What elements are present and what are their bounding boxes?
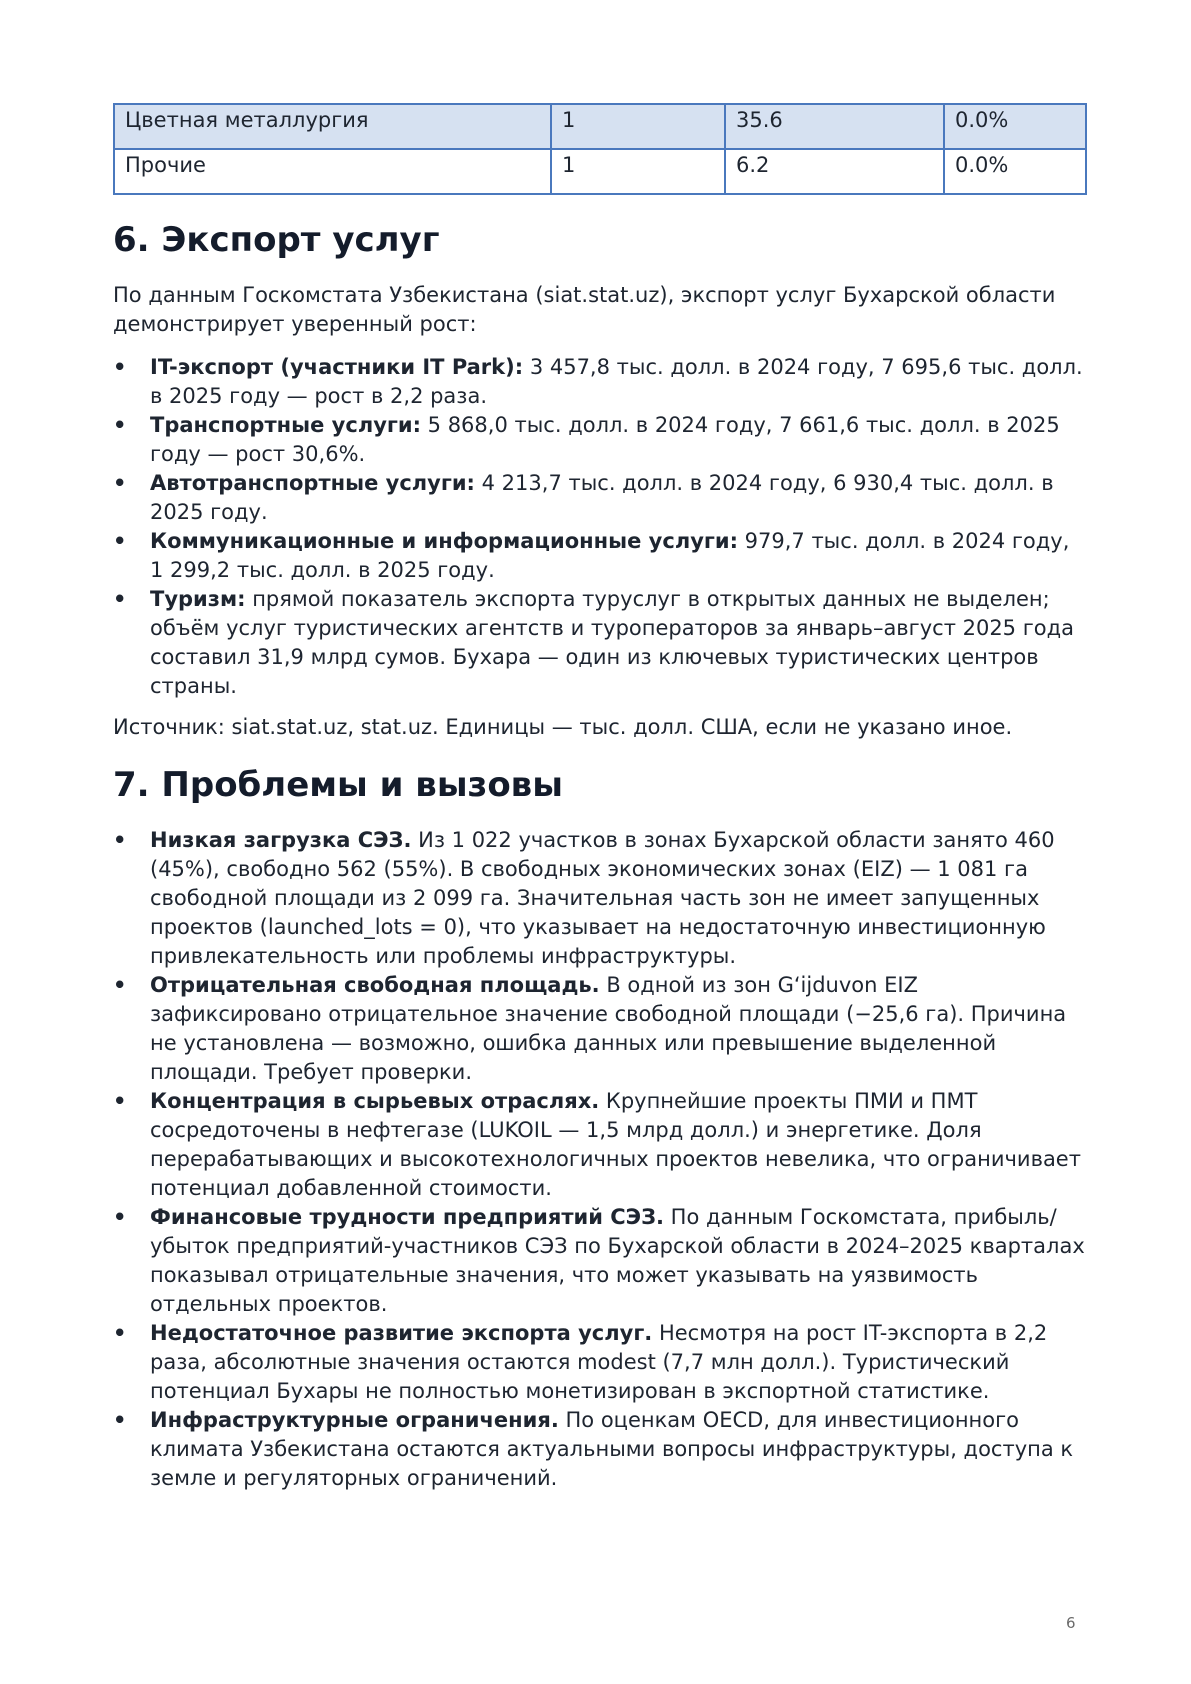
item-text: 5 868,0 тыс. долл. в 2024 году, 7 661,6 тыс. долл. в 2025 году — рост 30,6%.	[150, 413, 1060, 466]
bullet-icon: •	[113, 1408, 127, 1432]
bullet-icon: •	[113, 1321, 127, 1345]
item-title: Низкая загрузка СЭЗ.	[150, 828, 412, 852]
section-7-list	[113, 826, 1085, 1493]
table-cell: 0.0%	[944, 104, 1086, 149]
item-title: Инфраструктурные ограничения.	[150, 1408, 559, 1432]
table-cell: 1	[551, 149, 725, 194]
table-cell: Цветная металлургия	[114, 104, 551, 149]
list-item	[113, 1087, 1085, 1203]
item-text: По оценкам OECD, для инвестиционного климата Узбекистана остаются актуальными вопросы инфраструктуры, доступа к земле и регуляторных ограничений.	[150, 1408, 1074, 1490]
item-title: Туризм:	[150, 587, 246, 611]
list-item	[113, 826, 1085, 971]
bullet-icon: •	[113, 413, 127, 437]
item-text: Из 1 022 участков в зонах Бухарской области занято 460 (45%), свободно 562 (55%). В свободных экономических зонах (EIZ) — 1 081 га свободной площади из 2 099 га. Значительная часть зон не имеет запущенных проектов (launched_lots = 0), что указывает на недостаточную инвестиционную привлекательность или проблемы инфраструктуры.	[150, 828, 1055, 968]
bullet-icon: •	[113, 355, 127, 379]
item-title: Финансовые трудности предприятий СЭЗ.	[150, 1205, 664, 1229]
item-title: Недостаточное развитие экспорта услуг.	[150, 1321, 653, 1345]
item-text: 4 213,7 тыс. долл. в 2024 году, 6 930,4 тыс. долл. в 2025 году.	[150, 471, 1054, 524]
item-text: По данным Госкомстата, прибыль/убыток предприятий-участников СЭЗ по Бухарской области в 2024–2025 кварталах показывал отрицательные значения, что может указывать на уязвимость отдельных проектов.	[150, 1205, 1085, 1316]
item-text: 3 457,8 тыс. долл. в 2024 году, 7 695,6 тыс. долл. в 2025 году — рост в 2,2 раза.	[150, 355, 1083, 408]
item-title: Концентрация в сырьевых отраслях.	[150, 1089, 600, 1113]
table-cell: 0.0%	[944, 149, 1086, 194]
data-table	[113, 103, 1087, 195]
item-text: В одной из зон G‘ijduvon EIZ зафиксировано отрицательное значение свободной площади (−25,6 га). Причина не установлена — возможно, ошибка данных или превышение выделенной площади. Требует проверки.	[150, 973, 1067, 1084]
bullet-icon: •	[113, 471, 127, 495]
list-item	[113, 411, 1085, 469]
list-item	[113, 585, 1085, 701]
item-text: Крупнейшие проекты ПМИ и ПМТ сосредоточены в нефтегазе (LUKOIL — 1,5 млрд долл.) и энергетике. Доля перерабатывающих и высокотехнологичных проектов невелика, что ограничивает потенциал добавленной стоимости.	[150, 1089, 1081, 1200]
item-title: Отрицательная свободная площадь.	[150, 973, 600, 997]
bullet-icon: •	[113, 1089, 127, 1113]
item-title: Коммуникационные и информационные услуги:	[150, 529, 738, 553]
item-text: прямой показатель экспорта туруслуг в открытых данных не выделен; объём услуг туристических агентств и туроператоров за январь–август 2025 года составил 31,9 млрд сумов. Бухара — один из ключевых туристических центров страны.	[150, 587, 1074, 698]
list-item	[113, 469, 1085, 527]
bullet-icon: •	[113, 973, 127, 997]
item-title: Транспортные услуги:	[150, 413, 421, 437]
table-row	[114, 149, 1086, 194]
item-title: IT-экспорт (участники IT Park):	[150, 355, 524, 379]
list-item	[113, 527, 1085, 585]
page-content	[113, 103, 1085, 1493]
section-6-list	[113, 353, 1085, 701]
page-number: 6	[1066, 1614, 1076, 1632]
section-7-heading: 7. Проблемы и вызовы	[113, 765, 563, 805]
list-item	[113, 353, 1085, 411]
table-cell: 35.6	[725, 104, 944, 149]
list-item	[113, 1319, 1085, 1406]
section-6-heading: 6. Экспорт услуг	[113, 220, 440, 260]
item-title: Автотранспортные услуги:	[150, 471, 475, 495]
item-text: 979,7 тыс. долл. в 2024 году, 1 299,2 тыс. долл. в 2025 году.	[150, 529, 1070, 582]
list-item	[113, 971, 1085, 1087]
bullet-icon: •	[113, 587, 127, 611]
bullet-icon: •	[113, 529, 127, 553]
section-6-source: Источник: siat.stat.uz, stat.uz. Единицы — тыс. долл. США, если не указано иное.	[113, 715, 1013, 739]
table-cell: Прочие	[114, 149, 551, 194]
list-item	[113, 1203, 1085, 1319]
list-item	[113, 1406, 1085, 1493]
table-cell: 6.2	[725, 149, 944, 194]
table-row	[114, 104, 1086, 149]
section-6-intro: По данным Госкомстата Узбекистана (siat.stat.uz), экспорт услуг Бухарской области демонстрирует уверенный рост:	[113, 283, 1056, 336]
bullet-icon: •	[113, 828, 127, 852]
bullet-icon: •	[113, 1205, 127, 1229]
table-cell: 1	[551, 104, 725, 149]
item-text: Несмотря на рост IT-экспорта в 2,2 раза, абсолютные значения остаются modest (7,7 млн долл.). Туристический потенциал Бухары не полностью монетизирован в экспортной статистике.	[150, 1321, 1048, 1403]
